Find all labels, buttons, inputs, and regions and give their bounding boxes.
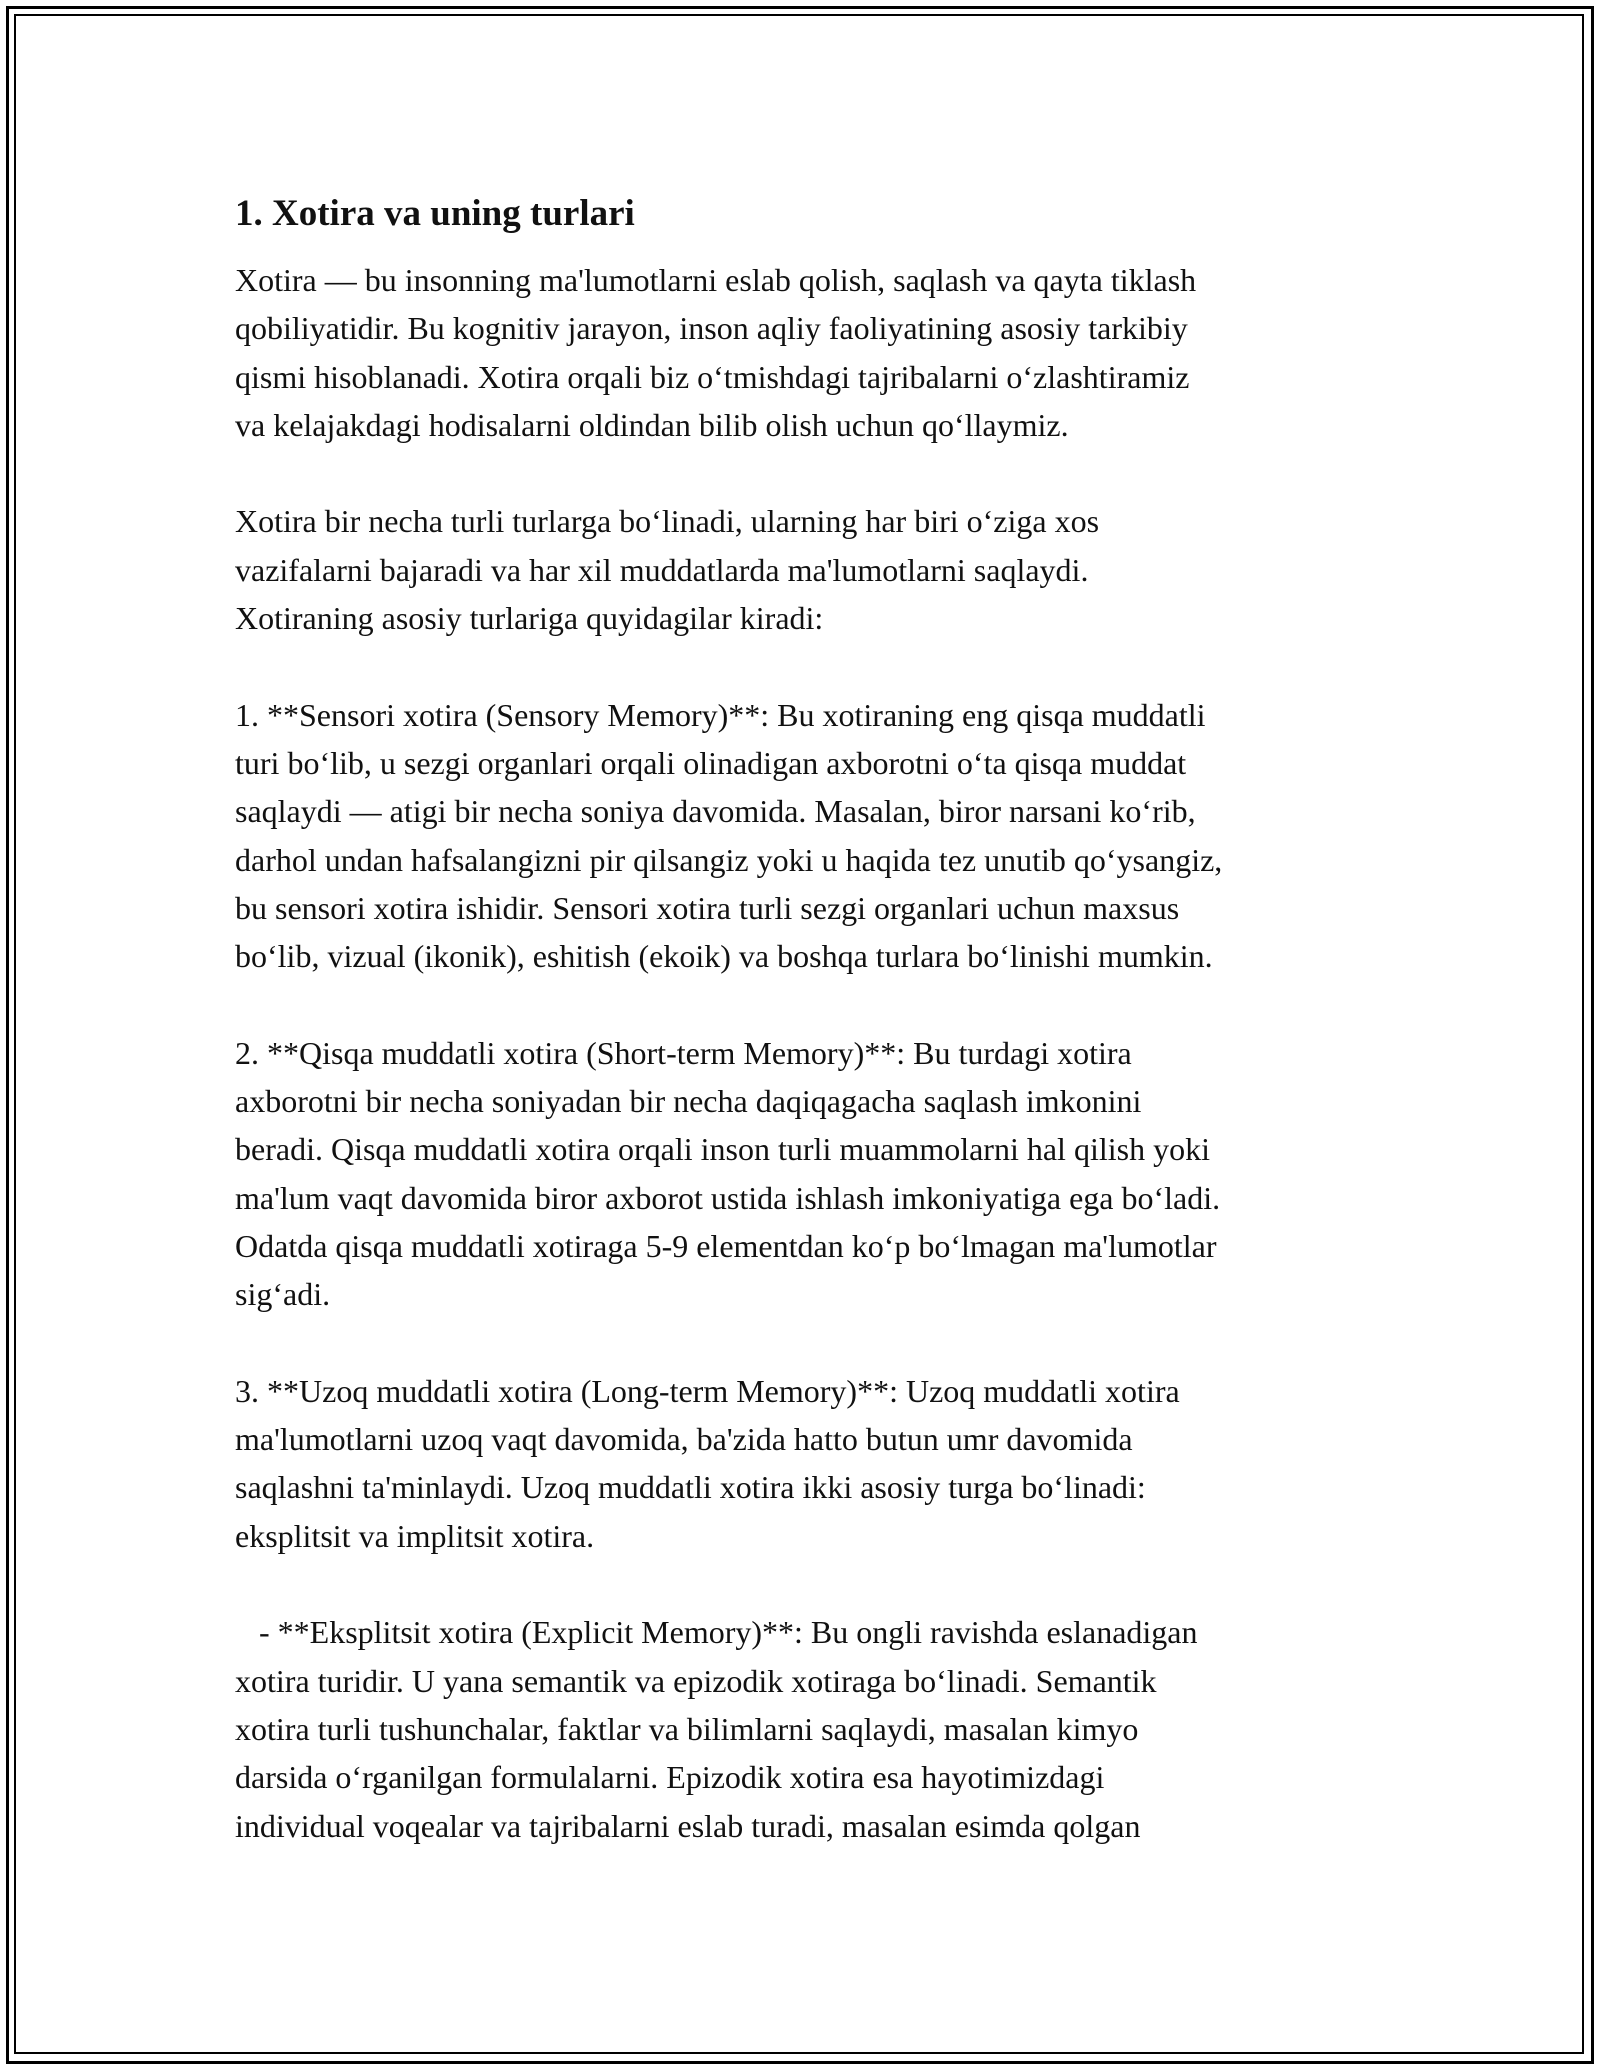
paragraph-types-intro	[235, 497, 1375, 642]
text-line: xotira turli tushunchalar, faktlar va bilimlarni saqlaydi, masalan kimyo	[235, 1710, 1139, 1747]
text-line: beradi. Qisqa muddatli xotira orqali inson turli muammolarni hal qilish yoki	[235, 1131, 1210, 1168]
text-line: individual voqealar va tajribalarni eslab turadi, masalan esimda qolgan	[235, 1807, 1141, 1844]
text-line: xotira turidir. U yana semantik va epizodik xotiraga bo‘linadi. Semantik	[235, 1662, 1157, 1699]
text-line: sig‘adi.	[235, 1276, 331, 1313]
text-line: Xotiraning asosiy turlariga quyidagilar kiradi:	[235, 600, 824, 637]
text-line: ma'lumotlarni uzoq vaqt davomida, ba'zida hatto butun umr davomida	[235, 1421, 1133, 1458]
text-line: qismi hisoblanadi. Xotira orqali biz o‘tmishdagi tajribalarni o‘zlashtiramiz	[235, 358, 1190, 395]
text-line: saqlaydi — atigi bir necha soniya davomida. Masalan, biror narsani ko‘rib,	[235, 793, 1196, 830]
text-line: Xotira bir necha turli turlarga bo‘linadi, ularning har biri o‘ziga xos	[235, 503, 1100, 540]
document-body	[235, 186, 1375, 1850]
document-title: 1. Xotira va uning turlari	[235, 193, 635, 234]
text-line: 3. **Uzoq muddatli xotira (Long-term Memory)**: Uzoq muddatli xotira	[235, 1372, 1180, 1409]
text-line: - **Eksplitsit xotira (Explicit Memory)**: Bu ongli ravishda eslanadigan	[235, 1614, 1198, 1651]
text-line: Xotira — bu insonning ma'lumotlarni eslab qolish, saqlash va qayta tiklash	[235, 262, 1197, 298]
text-line: qobiliyatidir. Bu kognitiv jarayon, inson aqliy faoliyatining asosiy tarkibiy	[235, 310, 1188, 347]
text-line: 2. **Qisqa muddatli xotira (Short-term Memory)**: Bu turdagi xotira	[235, 1034, 1132, 1071]
text-line: bo‘lib, vizual (ikonik), eshitish (ekoik) va boshqa turlara bo‘linishi mumkin.	[235, 938, 1213, 975]
paragraph-short-term-memory	[235, 1029, 1375, 1319]
text-line: ma'lum vaqt davomida biror axborot ustida ishlash imkoniyatiga ega bo‘ladi.	[235, 1179, 1221, 1216]
text-line: darhol undan hafsalangizni pir qilsangiz yoki u haqida tez unutib qo‘ysangiz,	[235, 841, 1223, 878]
text-line: eksplitsit va implitsit xotira.	[235, 1517, 595, 1554]
paragraph-explicit-memory	[235, 1608, 1375, 1849]
text-line: 1. **Sensori xotira (Sensory Memory)**: Bu xotiraning eng qisqa muddatli	[235, 696, 1206, 733]
text-line: vazifalarni bajaradi va har xil muddatlarda ma'lumotlarni saqlaydi.	[235, 551, 1089, 588]
paragraph-sensory-memory	[235, 691, 1375, 981]
paragraph-long-term-memory	[235, 1367, 1375, 1560]
paragraph-intro	[235, 256, 1375, 449]
text-line: bu sensori xotira ishidir. Sensori xotira turli sezgi organlari uchun maxsus	[235, 889, 1180, 926]
text-line: va kelajakdagi hodisalarni oldindan bilib olish uchun qo‘llaymiz.	[235, 406, 1069, 443]
text-line: turi bo‘lib, u sezgi organlari orqali olinadigan axborotni o‘ta qisqa muddat	[235, 744, 1187, 781]
text-line: darsida o‘rganilgan formulalarni. Epizodik xotira esa hayotimizdagi	[235, 1759, 1105, 1796]
text-line: Odatda qisqa muddatli xotiraga 5-9 elementdan ko‘p bo‘lmagan ma'lumotlar	[235, 1227, 1217, 1264]
text-line: saqlashni ta'minlaydi. Uzoq muddatli xotira ikki asosiy turga bo‘linadi:	[235, 1469, 1146, 1506]
text-line: axborotni bir necha soniyadan bir necha daqiqagacha saqlash imkonini	[235, 1083, 1142, 1120]
